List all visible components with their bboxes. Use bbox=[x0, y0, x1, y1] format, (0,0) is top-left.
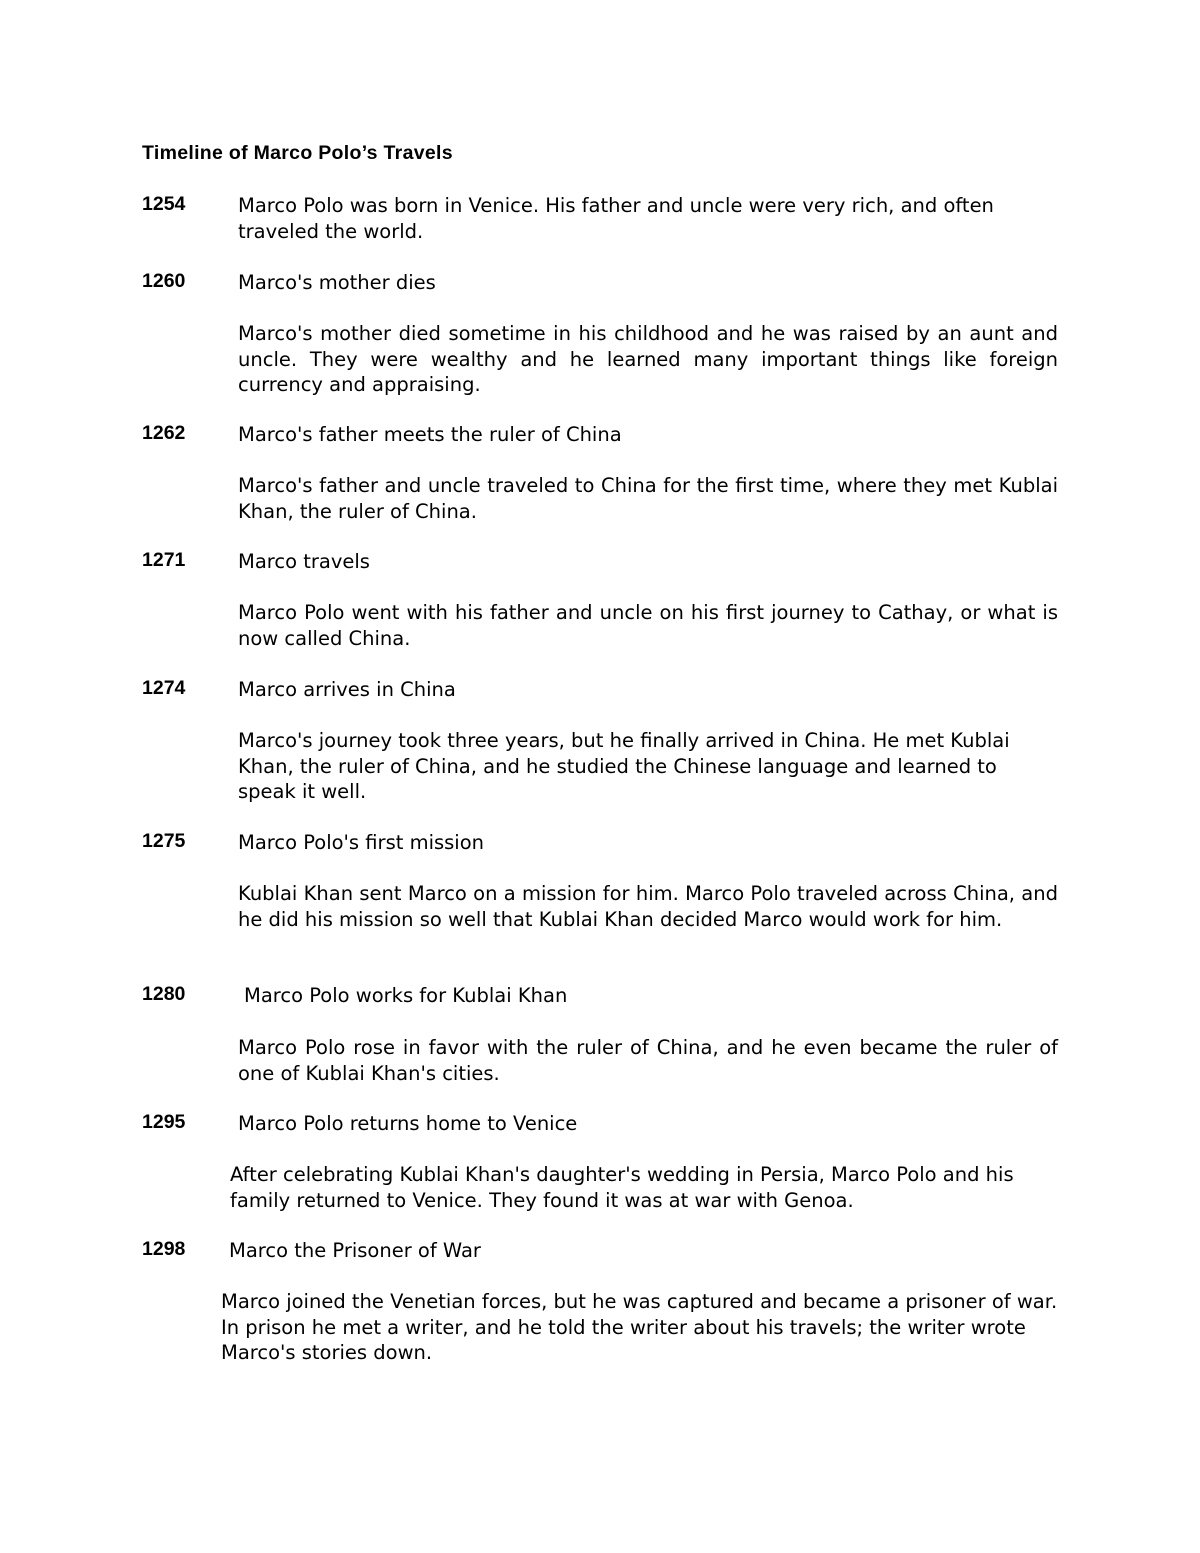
entry-heading: Marco Polo's first mission bbox=[238, 831, 485, 854]
entry-description: Marco's journey took three years, but he finally arrived in China. He met Kublai Khan, the ruler of China, and he studied the Chinese language and learned to speak it well. bbox=[238, 729, 1010, 803]
entry-description: Kublai Khan sent Marco on a mission for him. Marco Polo traveled across China, and he did his mission so well that Kublai Khan decided Marco would work for him. bbox=[238, 882, 1058, 931]
entry-heading: Marco Polo works for Kublai Khan bbox=[244, 984, 568, 1007]
entry-year: 1254 bbox=[142, 193, 186, 215]
entry-description: Marco Polo went with his father and uncle on his first journey to Cathay, or what is now called China. bbox=[238, 601, 1058, 650]
entry-description: Marco Polo was born in Venice. His father and uncle were very rich, and often traveled the world. bbox=[238, 194, 994, 243]
entry-description: Marco Polo rose in favor with the ruler of China, and he even became the ruler of one of Kublai Khan's cities. bbox=[238, 1036, 1058, 1085]
entry-heading: Marco arrives in China bbox=[238, 678, 456, 701]
entry-year: 1280 bbox=[142, 983, 186, 1005]
entry-description: Marco's father and uncle traveled to China for the first time, where they met Kublai Khan, the ruler of China. bbox=[238, 474, 1058, 523]
entry-description: After celebrating Kublai Khan's daughter's wedding in Persia, Marco Polo and his family returned to Venice. They found it was at war with Genoa. bbox=[230, 1163, 1014, 1212]
entry-year: 1275 bbox=[142, 830, 186, 852]
entry-heading: Marco travels bbox=[238, 550, 370, 573]
entry-description: Marco's mother died sometime in his childhood and he was raised by an aunt and uncle. They were wealthy and he learned many important things like foreign currency and appraising. bbox=[238, 322, 1058, 396]
entry-year: 1295 bbox=[142, 1111, 186, 1133]
entry-year: 1298 bbox=[142, 1238, 186, 1260]
entry-heading: Marco the Prisoner of War bbox=[229, 1239, 481, 1262]
entry-heading: Marco Polo returns home to Venice bbox=[238, 1112, 578, 1135]
entry-description: Marco joined the Venetian forces, but he was captured and became a prisoner of war. In prison he met a writer, and he told the writer about his travels; the writer wrote Marco's stories down. bbox=[221, 1290, 1058, 1364]
entry-year: 1274 bbox=[142, 677, 186, 699]
entry-heading: Marco's mother dies bbox=[238, 271, 436, 294]
page-title: Timeline of Marco Polo’s Travels bbox=[142, 142, 453, 164]
entry-year: 1271 bbox=[142, 549, 186, 571]
entry-year: 1260 bbox=[142, 270, 186, 292]
entry-year: 1262 bbox=[142, 422, 186, 444]
entry-heading: Marco's father meets the ruler of China bbox=[238, 423, 622, 446]
